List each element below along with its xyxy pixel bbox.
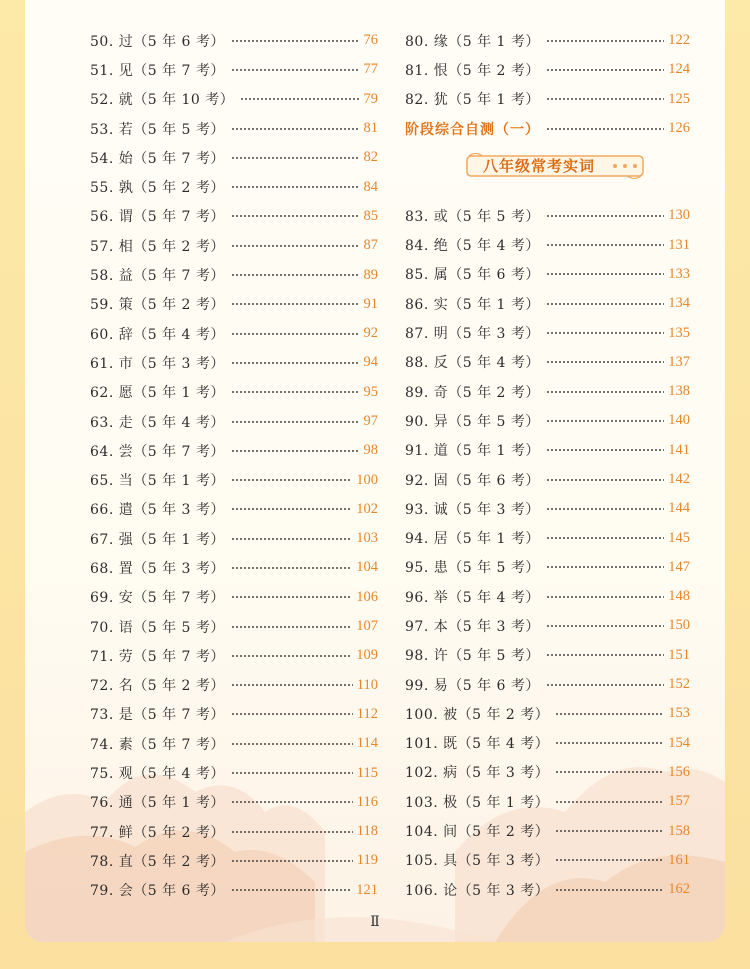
toc-entry[interactable] bbox=[90, 114, 378, 143]
entry-label: 77. 鲜（5 年 2 考） bbox=[90, 824, 225, 841]
page-number-footer: Ⅱ bbox=[370, 914, 380, 930]
leader-dots bbox=[546, 128, 664, 130]
leader-dots bbox=[231, 860, 353, 862]
leader-dots bbox=[546, 625, 664, 627]
leader-dots bbox=[231, 303, 360, 305]
leader-dots bbox=[546, 361, 664, 363]
entry-page-number: 152 bbox=[668, 676, 690, 693]
leader-dots bbox=[231, 538, 352, 540]
entry-page-number: 112 bbox=[356, 705, 378, 722]
entry-page-number: 137 bbox=[668, 353, 690, 370]
entry-page-number: 85 bbox=[363, 207, 378, 224]
entry-label: 52. 就（5 年 10 考） bbox=[90, 92, 235, 109]
toc-entry[interactable] bbox=[405, 465, 690, 494]
leader-dots bbox=[546, 537, 664, 539]
entry-page-number: 89 bbox=[363, 266, 378, 283]
leader-dots bbox=[555, 859, 664, 861]
entry-label: 62. 愿（5 年 1 考） bbox=[90, 385, 225, 402]
entry-label: 53. 若（5 年 5 考） bbox=[90, 121, 225, 138]
toc-entry[interactable] bbox=[405, 201, 690, 230]
entry-label: 66. 遣（5 年 3 考） bbox=[90, 502, 225, 519]
toc-entry[interactable] bbox=[405, 611, 690, 640]
toc-entry[interactable] bbox=[405, 377, 690, 406]
entry-label: 86. 实（5 年 1 考） bbox=[405, 296, 540, 313]
section-page-number: 126 bbox=[668, 120, 690, 137]
entry-label: 60. 辞（5 年 4 考） bbox=[90, 326, 225, 343]
entry-page-number: 141 bbox=[668, 441, 690, 458]
section-heading bbox=[405, 143, 690, 201]
leader-dots bbox=[231, 626, 352, 628]
leader-dots bbox=[555, 801, 664, 803]
toc-entry[interactable] bbox=[405, 85, 690, 114]
entry-label: 82. 犹（5 年 1 考） bbox=[405, 92, 540, 109]
leader-dots bbox=[546, 98, 664, 100]
entry-label: 64. 尝（5 年 7 考） bbox=[90, 443, 225, 460]
leader-dots bbox=[546, 244, 664, 246]
leader-dots bbox=[231, 245, 360, 247]
leader-dots bbox=[231, 215, 360, 217]
entry-label: 78. 直（5 年 2 考） bbox=[90, 853, 225, 870]
entry-page-number: 138 bbox=[668, 383, 690, 400]
heading-title: 八年级常考实词 bbox=[483, 157, 596, 176]
entry-label: 81. 恨（5 年 2 考） bbox=[405, 62, 540, 79]
toc-entry[interactable] bbox=[90, 260, 378, 289]
entry-page-number: 154 bbox=[668, 734, 690, 751]
entry-page-number: 121 bbox=[356, 881, 378, 898]
leader-dots bbox=[546, 654, 664, 656]
entry-label: 69. 安（5 年 7 考） bbox=[90, 590, 225, 607]
toc-entry[interactable] bbox=[90, 202, 378, 231]
entry-page-number: 91 bbox=[363, 295, 378, 312]
toc-entry[interactable] bbox=[405, 758, 690, 787]
entry-page-number: 140 bbox=[668, 412, 690, 429]
entry-label: 63. 走（5 年 4 考） bbox=[90, 414, 225, 431]
entry-page-number: 144 bbox=[668, 500, 690, 517]
entry-label: 65. 当（5 年 1 考） bbox=[90, 473, 225, 490]
toc-entry[interactable] bbox=[405, 670, 690, 699]
entry-label: 75. 观（5 年 4 考） bbox=[90, 766, 225, 783]
leader-dots bbox=[231, 684, 353, 686]
entry-page-number: 87 bbox=[363, 237, 378, 254]
entry-page-number: 107 bbox=[356, 618, 378, 635]
entry-page-number: 82 bbox=[363, 149, 378, 166]
entry-label: 106. 论（5 年 3 考） bbox=[405, 882, 550, 899]
toc-entry[interactable] bbox=[405, 816, 690, 845]
toc-entry[interactable] bbox=[405, 641, 690, 670]
entry-label: 91. 道（5 年 1 考） bbox=[405, 443, 540, 460]
leader-dots bbox=[546, 332, 664, 334]
toc-entry[interactable] bbox=[405, 523, 690, 552]
leader-dots bbox=[231, 743, 353, 745]
entry-page-number: 150 bbox=[668, 617, 690, 634]
toc-entry[interactable] bbox=[90, 641, 378, 670]
entry-page-number: 125 bbox=[668, 90, 690, 107]
entry-page-number: 158 bbox=[668, 822, 690, 839]
toc-entry[interactable] bbox=[405, 55, 690, 84]
entry-label: 93. 诚（5 年 3 考） bbox=[405, 501, 540, 518]
leader-dots bbox=[231, 333, 360, 335]
leader-dots bbox=[231, 567, 352, 569]
section-label: 阶段综合自测（一） bbox=[405, 121, 540, 138]
leader-dots bbox=[546, 684, 664, 686]
entry-page-number: 119 bbox=[356, 852, 378, 869]
toc-entry[interactable] bbox=[90, 290, 378, 319]
toc-entry[interactable] bbox=[90, 700, 378, 729]
entry-label: 98. 许（5 年 5 考） bbox=[405, 648, 540, 665]
toc-entry[interactable] bbox=[405, 289, 690, 318]
right-column bbox=[405, 26, 690, 904]
leader-dots bbox=[546, 508, 664, 510]
entry-page-number: 157 bbox=[668, 793, 690, 810]
leader-dots bbox=[240, 98, 359, 100]
entry-label: 76. 通（5 年 1 考） bbox=[90, 795, 225, 812]
toc-entry[interactable] bbox=[90, 583, 378, 612]
entry-page-number: 116 bbox=[356, 793, 378, 810]
toc-entry[interactable] bbox=[90, 319, 378, 348]
entry-page-number: 124 bbox=[668, 61, 690, 78]
toc-entry[interactable] bbox=[90, 553, 378, 582]
entry-label: 56. 谓（5 年 7 考） bbox=[90, 209, 225, 226]
entry-label: 90. 异（5 年 5 考） bbox=[405, 413, 540, 430]
leader-dots bbox=[555, 830, 664, 832]
entry-page-number: 81 bbox=[363, 120, 378, 137]
toc-entry[interactable] bbox=[405, 406, 690, 435]
entry-label: 71. 劳（5 年 7 考） bbox=[90, 648, 225, 665]
leader-dots bbox=[231, 801, 353, 803]
leader-dots bbox=[555, 713, 664, 715]
entry-page-number: 97 bbox=[363, 413, 378, 429]
toc-entry[interactable] bbox=[90, 876, 378, 905]
toc-entry[interactable] bbox=[405, 494, 690, 523]
toc-entry[interactable] bbox=[90, 348, 378, 377]
leader-dots bbox=[546, 449, 664, 451]
entry-label: 94. 居（5 年 1 考） bbox=[405, 531, 540, 548]
entry-label: 51. 见（5 年 7 考） bbox=[90, 62, 225, 79]
entry-label: 68. 置（5 年 3 考） bbox=[90, 560, 225, 577]
entry-label: 102. 病（5 年 3 考） bbox=[405, 765, 550, 782]
entry-page-number: 95 bbox=[363, 383, 378, 400]
toc-entry[interactable] bbox=[405, 787, 690, 816]
leader-dots bbox=[555, 771, 664, 773]
toc-entry[interactable] bbox=[90, 26, 378, 55]
leader-dots bbox=[231, 596, 352, 598]
toc-entry[interactable] bbox=[405, 875, 690, 904]
toc-entry[interactable] bbox=[90, 85, 378, 114]
entry-page-number: 130 bbox=[668, 207, 690, 224]
leader-dots bbox=[546, 566, 664, 568]
entry-page-number: 106 bbox=[356, 588, 378, 605]
entry-page-number: 118 bbox=[356, 823, 378, 840]
entry-page-number: 122 bbox=[668, 32, 690, 49]
leader-dots bbox=[546, 40, 664, 42]
entry-page-number: 77 bbox=[363, 61, 378, 78]
entry-label: 87. 明（5 年 3 考） bbox=[405, 326, 540, 343]
entry-page-number: 104 bbox=[356, 559, 378, 576]
entry-page-number: 151 bbox=[668, 646, 690, 663]
entry-label: 80. 缘（5 年 1 考） bbox=[405, 33, 540, 50]
leader-dots bbox=[231, 772, 353, 774]
entry-label: 97. 本（5 年 3 考） bbox=[405, 618, 540, 635]
entry-label: 105. 具（5 年 3 考） bbox=[405, 853, 550, 870]
leader-dots bbox=[231, 391, 360, 393]
leader-dots bbox=[546, 596, 664, 598]
entry-label: 67. 强（5 年 1 考） bbox=[90, 531, 225, 548]
entry-page-number: 115 bbox=[356, 764, 378, 781]
toc-entry[interactable] bbox=[90, 55, 378, 84]
entry-label: 85. 属（5 年 6 考） bbox=[405, 267, 540, 284]
leader-dots bbox=[546, 391, 664, 393]
entry-label: 88. 反（5 年 4 考） bbox=[405, 355, 540, 372]
toc-entry[interactable] bbox=[405, 318, 690, 347]
toc-entry[interactable] bbox=[90, 231, 378, 260]
left-column bbox=[90, 26, 378, 905]
entry-label: 79. 会（5 年 6 考） bbox=[90, 883, 225, 900]
toc-entry[interactable] bbox=[405, 553, 690, 582]
entry-label: 70. 语（5 年 5 考） bbox=[90, 619, 225, 636]
leader-dots bbox=[231, 128, 360, 130]
entry-label: 73. 是（5 年 7 考） bbox=[90, 707, 225, 724]
entry-label: 100. 被（5 年 2 考） bbox=[405, 706, 550, 723]
entry-label: 72. 名（5 年 2 考） bbox=[90, 678, 225, 695]
toc-entry[interactable] bbox=[405, 729, 690, 758]
toc-entry[interactable] bbox=[90, 407, 378, 436]
entry-page-number: 153 bbox=[668, 705, 690, 722]
leader-dots bbox=[231, 508, 352, 510]
toc-entry[interactable] bbox=[90, 143, 378, 172]
toc-entry[interactable] bbox=[90, 758, 378, 787]
toc-entry[interactable] bbox=[90, 172, 378, 201]
entry-label: 89. 奇（5 年 2 考） bbox=[405, 384, 540, 401]
section-entry[interactable] bbox=[405, 114, 690, 143]
leader-dots bbox=[546, 215, 664, 217]
entry-page-number: 134 bbox=[668, 295, 690, 312]
leader-dots bbox=[231, 69, 360, 71]
toc-entry[interactable] bbox=[90, 671, 378, 700]
toc-entry[interactable] bbox=[405, 436, 690, 465]
toc-entry[interactable] bbox=[90, 436, 378, 465]
entry-page-number: 76 bbox=[363, 32, 378, 49]
entry-label: 84. 绝（5 年 4 考） bbox=[405, 238, 540, 255]
entry-page-number: 84 bbox=[363, 178, 378, 195]
entry-page-number: 92 bbox=[363, 325, 378, 342]
toc-entry[interactable] bbox=[90, 729, 378, 758]
toc-entry[interactable] bbox=[405, 846, 690, 875]
toc-entry[interactable] bbox=[90, 612, 378, 641]
entry-page-number: 79 bbox=[363, 90, 378, 107]
entry-label: 104. 间（5 年 2 考） bbox=[405, 824, 550, 841]
entry-page-number: 145 bbox=[668, 529, 690, 546]
entry-page-number: 147 bbox=[668, 558, 690, 575]
leader-dots bbox=[231, 186, 360, 188]
toc-entry[interactable] bbox=[405, 26, 690, 55]
entry-page-number: 110 bbox=[356, 676, 378, 693]
toc-entry[interactable] bbox=[90, 788, 378, 817]
toc-entry[interactable] bbox=[90, 495, 378, 524]
leader-dots bbox=[231, 479, 352, 481]
leader-dots bbox=[231, 362, 360, 364]
entry-page-number: 98 bbox=[363, 442, 378, 459]
leader-dots bbox=[546, 303, 664, 305]
leader-dots bbox=[231, 421, 360, 423]
entry-label: 92. 固（5 年 6 考） bbox=[405, 472, 540, 489]
entry-label: 96. 举（5 年 4 考） bbox=[405, 589, 540, 606]
entry-page-number: 94 bbox=[363, 354, 378, 371]
entry-page-number: 162 bbox=[668, 881, 690, 898]
leader-dots bbox=[231, 889, 352, 891]
entry-label: 59. 策（5 年 2 考） bbox=[90, 297, 225, 314]
entry-page-number: 102 bbox=[356, 500, 378, 517]
leader-dots bbox=[231, 831, 353, 833]
leader-dots bbox=[546, 479, 664, 481]
leader-dots bbox=[231, 40, 360, 42]
entry-page-number: 148 bbox=[668, 588, 690, 605]
entry-label: 54. 始（5 年 7 考） bbox=[90, 150, 225, 167]
leader-dots bbox=[231, 655, 352, 657]
entry-page-number: 103 bbox=[356, 530, 378, 547]
leader-dots bbox=[546, 69, 664, 71]
entry-label: 103. 极（5 年 1 考） bbox=[405, 794, 550, 811]
toc-page bbox=[25, 0, 725, 942]
entry-page-number: 135 bbox=[668, 324, 690, 341]
entry-label: 61. 市（5 年 3 考） bbox=[90, 355, 225, 372]
toc-entry[interactable] bbox=[90, 378, 378, 407]
entry-label: 58. 益（5 年 7 考） bbox=[90, 268, 225, 285]
entry-label: 101. 既（5 年 4 考） bbox=[405, 736, 550, 753]
toc-entry[interactable] bbox=[90, 465, 378, 494]
entry-label: 95. 患（5 年 5 考） bbox=[405, 560, 540, 577]
entry-page-number: 114 bbox=[356, 735, 378, 752]
leader-dots bbox=[546, 420, 664, 422]
entry-label: 74. 素（5 年 7 考） bbox=[90, 736, 225, 753]
leader-dots bbox=[231, 450, 360, 452]
toc-entry[interactable] bbox=[90, 846, 378, 875]
toc-entry[interactable] bbox=[90, 817, 378, 846]
entry-page-number: 109 bbox=[356, 647, 378, 664]
entry-page-number: 156 bbox=[668, 763, 690, 780]
entry-page-number: 133 bbox=[668, 265, 690, 282]
entry-label: 99. 易（5 年 6 考） bbox=[405, 677, 540, 694]
entry-label: 50. 过（5 年 6 考） bbox=[90, 33, 225, 50]
entry-page-number: 100 bbox=[356, 471, 378, 488]
entry-page-number: 131 bbox=[668, 236, 690, 253]
leader-dots bbox=[555, 889, 664, 891]
leader-dots bbox=[231, 274, 360, 276]
toc-entry[interactable] bbox=[90, 524, 378, 553]
entry-page-number: 161 bbox=[668, 851, 690, 868]
toc-entry[interactable] bbox=[405, 260, 690, 289]
entry-label: 57. 相（5 年 2 考） bbox=[90, 238, 225, 255]
toc-entry[interactable] bbox=[405, 582, 690, 611]
toc-entry[interactable] bbox=[405, 230, 690, 259]
leader-dots bbox=[546, 273, 664, 275]
entry-label: 55. 孰（5 年 2 考） bbox=[90, 180, 225, 197]
leader-dots bbox=[231, 713, 353, 715]
entry-label: 83. 或（5 年 5 考） bbox=[405, 208, 540, 225]
leader-dots bbox=[231, 157, 360, 159]
toc-entry[interactable] bbox=[405, 348, 690, 377]
toc-entry[interactable] bbox=[405, 699, 690, 728]
leader-dots bbox=[555, 742, 664, 744]
entry-page-number: 142 bbox=[668, 471, 690, 487]
